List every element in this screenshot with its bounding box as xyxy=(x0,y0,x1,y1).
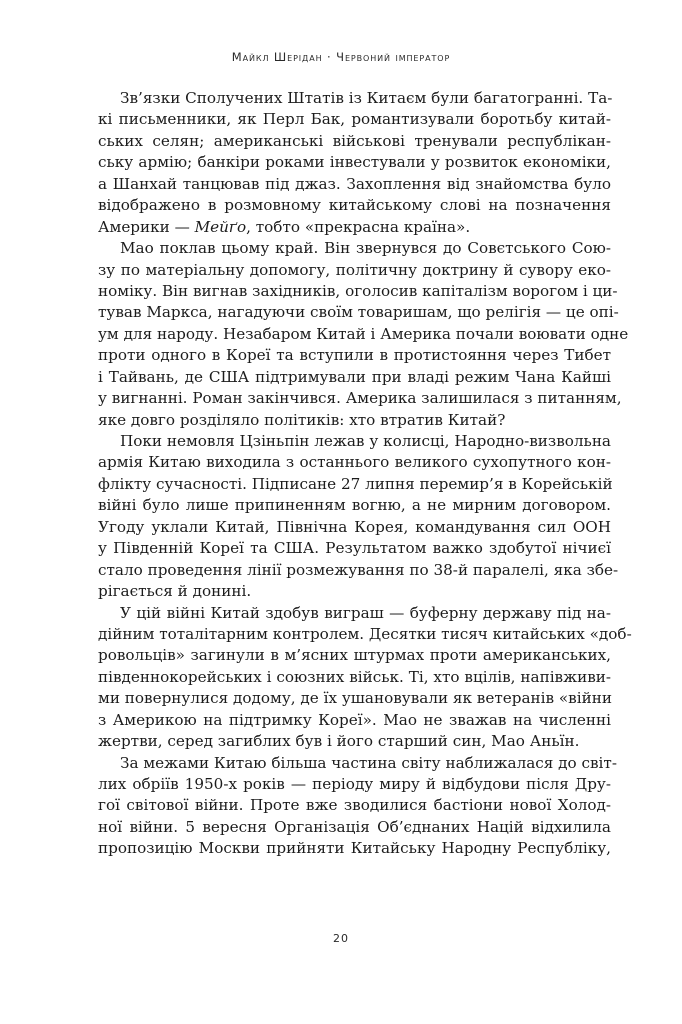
text-run: Америки — xyxy=(98,217,195,236)
text-line: Зв’язки Сполучених Штатів із Китаєм були багатогранні. Та- xyxy=(120,89,613,107)
text-line: з Америкою на підтримку Кореї». Мао не зважав на численні xyxy=(98,710,611,729)
text-line: Угоду уклали Китай, Північна Корея, командування сил ООН xyxy=(98,517,611,536)
running-head: Майкл Шерідан · Червоний імператор xyxy=(231,50,451,64)
paragraph xyxy=(98,603,632,753)
text-line: і Тайвань, де США підтримували при владі режим Чана Кайші xyxy=(98,367,611,386)
text-line: Мао поклав цьому край. Він звернувся до Совєтського Сою- xyxy=(120,239,611,258)
paragraph xyxy=(98,753,617,860)
text-line xyxy=(98,217,611,238)
text-line: яке довго розділяло політиків: хто втратив Китай? xyxy=(98,410,506,429)
text-line: а Шанхай танцював під джаз. Захоплення від знайомства було xyxy=(98,174,611,193)
text-line: ських селян; американські військові тренували республікан- xyxy=(98,131,611,150)
text-line: Поки немовля Цзіньпін лежав у колисці, Народно-визвольна xyxy=(120,432,611,450)
text-line: тував Маркса, нагадуючи своїм товаришам, що релігія — це опі- xyxy=(98,303,619,322)
text-line: у вигнанні. Роман закінчився. Америка залишилася з питанням, xyxy=(98,389,622,408)
text-line: ми повернулися додому, де їх ушановували як ветеранів «війни xyxy=(98,689,612,708)
text-line: номіку. Він вигнав західників, оголосив капіталізм ворогом і ци- xyxy=(98,281,618,300)
paragraph xyxy=(98,88,611,238)
text-line: у Південній Кореї та США. Результатом важко здобутої нічиєї xyxy=(98,539,611,558)
text-line: гої світової війни. Проте вже зводилися бастіони нової Холод- xyxy=(98,796,611,815)
italic-term: Мейґо xyxy=(194,217,247,236)
text-line: рігається й донині. xyxy=(98,582,252,601)
text-line: жертви, серед загиблих був і його старший син, Мао Аньїн. xyxy=(98,732,580,751)
page-number: 20 xyxy=(333,932,349,945)
body-text xyxy=(98,88,632,860)
text-line: армія Китаю виходила з останнього великого сухопутного кон- xyxy=(98,453,611,472)
text-line: стало проведення лінії розмежування по 38-й паралелі, яка збе- xyxy=(98,560,619,579)
paragraph xyxy=(98,431,619,603)
text-line: дійним тоталітарним контролем. Десятки тисяч китайських «доб- xyxy=(98,624,632,643)
text-line: ську армію; банкіри роками інвестували у розвиток економіки, xyxy=(98,153,611,172)
text-line: За межами Китаю більша частина світу наближалася до світ- xyxy=(120,753,617,772)
text-line: кі письменники, як Перл Бак, романтизували боротьбу китай- xyxy=(98,110,611,129)
text-line: флікту сучасності. Підписане 27 липня перемир’я в Корейській xyxy=(98,474,613,493)
text-line: лих обріїв 1950-х років — періоду миру й відбудови після Дру- xyxy=(98,775,611,793)
text-line: відображено в розмовному китайському слові на позначення xyxy=(98,196,611,215)
text-line: війні було лише припиненням вогню, а не мирним договором. xyxy=(98,496,611,515)
text-run: , тобто «прекрасна країна». xyxy=(246,217,471,236)
text-line: проти одного в Кореї та вступили в протистояння через Тибет xyxy=(98,346,611,365)
text-line: пропозицію Москви прийняти Китайську Народну Республіку, xyxy=(98,839,611,858)
text-line: південнокорейських і союзних військ. Ті, хто вцілів, напівживи- xyxy=(98,667,611,686)
text-line: ної війни. 5 вересня Організація Об’єднаних Націй відхилила xyxy=(98,817,611,836)
text-line: ум для народу. Незабаром Китай і Америка почали воювати одне xyxy=(98,324,629,343)
paragraph xyxy=(98,238,629,431)
text-line: ровольців» загинули в м’ясних штурмах проти американських, xyxy=(98,646,611,665)
text-line: зу по матеріальну допомогу, політичну доктрину й сувору еко- xyxy=(98,260,611,279)
text-line: У цій війні Китай здобув виграш — буферну державу під на- xyxy=(120,603,611,622)
